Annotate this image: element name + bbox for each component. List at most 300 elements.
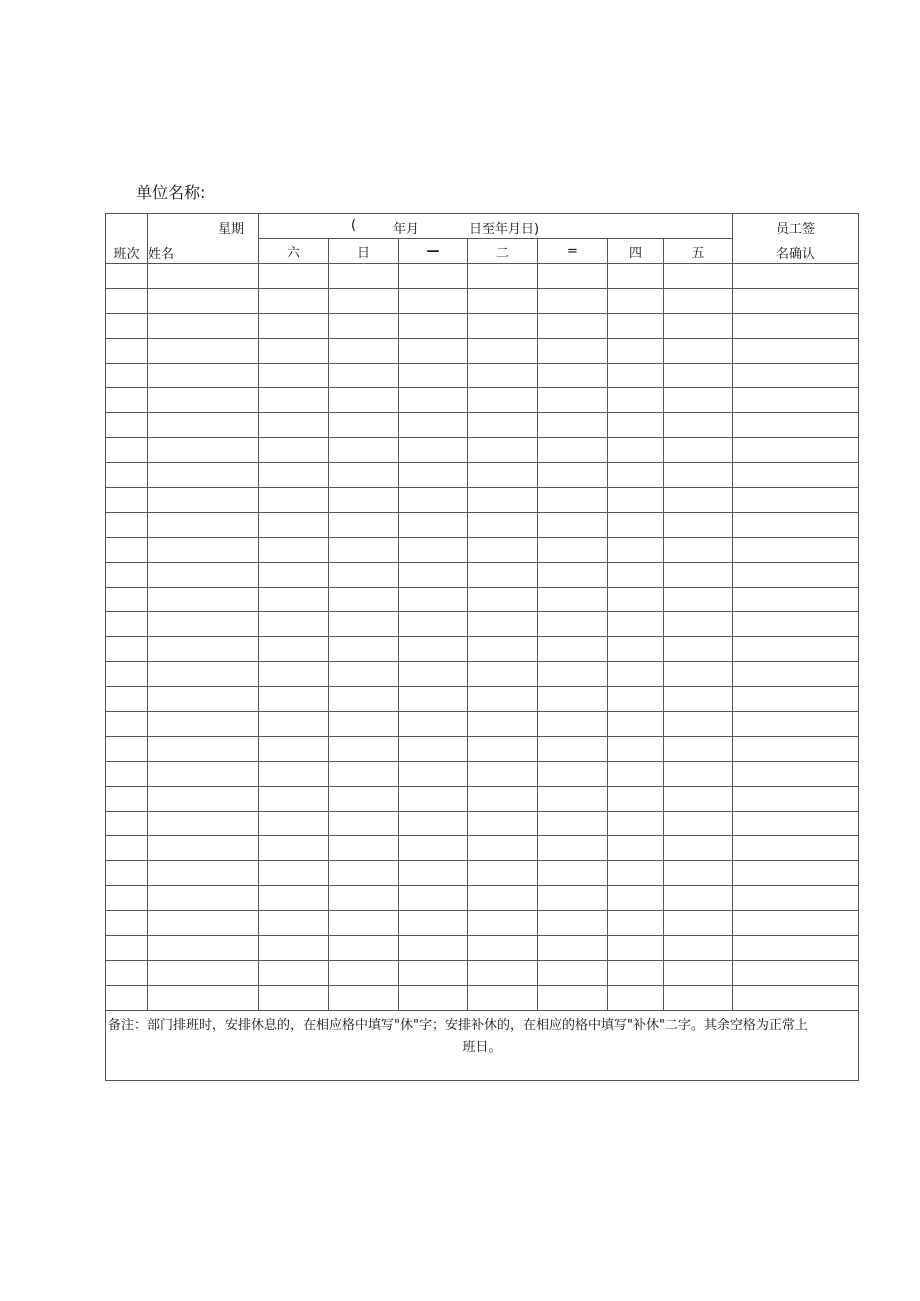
shift-cell[interactable] — [106, 388, 148, 413]
sat-cell[interactable] — [259, 936, 329, 961]
wed-cell[interactable] — [538, 886, 608, 911]
shift-cell[interactable] — [106, 786, 148, 811]
wed-cell[interactable] — [538, 488, 608, 513]
shift-cell[interactable] — [106, 936, 148, 961]
tue-cell[interactable] — [468, 811, 538, 836]
wed-cell[interactable] — [538, 911, 608, 936]
thu-cell[interactable] — [608, 985, 664, 1010]
sat-cell[interactable] — [259, 587, 329, 612]
tue-cell[interactable] — [468, 786, 538, 811]
mon-cell[interactable] — [399, 886, 468, 911]
wed-cell[interactable] — [538, 836, 608, 861]
sat-cell[interactable] — [259, 836, 329, 861]
thu-cell[interactable] — [608, 413, 664, 438]
fri-cell[interactable] — [664, 786, 733, 811]
name-cell[interactable] — [148, 537, 259, 562]
name-cell[interactable] — [148, 288, 259, 313]
tue-cell[interactable] — [468, 936, 538, 961]
fri-cell[interactable] — [664, 562, 733, 587]
tue-cell[interactable] — [468, 264, 538, 289]
sun-cell[interactable] — [329, 761, 399, 786]
thu-cell[interactable] — [608, 662, 664, 687]
sun-cell[interactable] — [329, 438, 399, 463]
shift-cell[interactable] — [106, 736, 148, 761]
signature-cell[interactable] — [733, 363, 859, 388]
sun-cell[interactable] — [329, 911, 399, 936]
thu-cell[interactable] — [608, 512, 664, 537]
sat-cell[interactable] — [259, 288, 329, 313]
thu-cell[interactable] — [608, 811, 664, 836]
fri-cell[interactable] — [664, 886, 733, 911]
mon-cell[interactable] — [399, 911, 468, 936]
tue-cell[interactable] — [468, 761, 538, 786]
mon-cell[interactable] — [399, 463, 468, 488]
sun-cell[interactable] — [329, 861, 399, 886]
sun-cell[interactable] — [329, 811, 399, 836]
mon-cell[interactable] — [399, 836, 468, 861]
signature-cell[interactable] — [733, 911, 859, 936]
name-cell[interactable] — [148, 836, 259, 861]
wed-cell[interactable] — [538, 687, 608, 712]
sat-cell[interactable] — [259, 911, 329, 936]
tue-cell[interactable] — [468, 388, 538, 413]
name-cell[interactable] — [148, 413, 259, 438]
wed-cell[interactable] — [538, 861, 608, 886]
mon-cell[interactable] — [399, 562, 468, 587]
fri-cell[interactable] — [664, 811, 733, 836]
shift-cell[interactable] — [106, 612, 148, 637]
thu-cell[interactable] — [608, 264, 664, 289]
shift-cell[interactable] — [106, 288, 148, 313]
shift-cell[interactable] — [106, 886, 148, 911]
name-cell[interactable] — [148, 587, 259, 612]
wed-cell[interactable] — [538, 936, 608, 961]
signature-cell[interactable] — [733, 836, 859, 861]
wed-cell[interactable] — [538, 264, 608, 289]
sun-cell[interactable] — [329, 786, 399, 811]
fri-cell[interactable] — [664, 637, 733, 662]
fri-cell[interactable] — [664, 313, 733, 338]
shift-cell[interactable] — [106, 985, 148, 1010]
signature-cell[interactable] — [733, 338, 859, 363]
fri-cell[interactable] — [664, 687, 733, 712]
mon-cell[interactable] — [399, 985, 468, 1010]
shift-cell[interactable] — [106, 861, 148, 886]
wed-cell[interactable] — [538, 960, 608, 985]
shift-cell[interactable] — [106, 712, 148, 737]
fri-cell[interactable] — [664, 413, 733, 438]
sat-cell[interactable] — [259, 562, 329, 587]
sat-cell[interactable] — [259, 363, 329, 388]
tue-cell[interactable] — [468, 562, 538, 587]
fri-cell[interactable] — [664, 512, 733, 537]
sat-cell[interactable] — [259, 960, 329, 985]
sun-cell[interactable] — [329, 288, 399, 313]
signature-cell[interactable] — [733, 761, 859, 786]
name-cell[interactable] — [148, 687, 259, 712]
mon-cell[interactable] — [399, 488, 468, 513]
thu-cell[interactable] — [608, 861, 664, 886]
tue-cell[interactable] — [468, 687, 538, 712]
sun-cell[interactable] — [329, 612, 399, 637]
wed-cell[interactable] — [538, 985, 608, 1010]
signature-cell[interactable] — [733, 936, 859, 961]
signature-cell[interactable] — [733, 388, 859, 413]
mon-cell[interactable] — [399, 288, 468, 313]
fri-cell[interactable] — [664, 363, 733, 388]
sat-cell[interactable] — [259, 712, 329, 737]
mon-cell[interactable] — [399, 736, 468, 761]
sun-cell[interactable] — [329, 637, 399, 662]
tue-cell[interactable] — [468, 612, 538, 637]
thu-cell[interactable] — [608, 736, 664, 761]
wed-cell[interactable] — [538, 313, 608, 338]
name-cell[interactable] — [148, 712, 259, 737]
tue-cell[interactable] — [468, 438, 538, 463]
name-cell[interactable] — [148, 786, 259, 811]
shift-cell[interactable] — [106, 911, 148, 936]
mon-cell[interactable] — [399, 413, 468, 438]
wed-cell[interactable] — [538, 338, 608, 363]
fri-cell[interactable] — [664, 388, 733, 413]
tue-cell[interactable] — [468, 712, 538, 737]
signature-cell[interactable] — [733, 960, 859, 985]
wed-cell[interactable] — [538, 811, 608, 836]
name-cell[interactable] — [148, 338, 259, 363]
name-cell[interactable] — [148, 811, 259, 836]
shift-cell[interactable] — [106, 687, 148, 712]
signature-cell[interactable] — [733, 811, 859, 836]
shift-cell[interactable] — [106, 637, 148, 662]
sun-cell[interactable] — [329, 886, 399, 911]
signature-cell[interactable] — [733, 886, 859, 911]
sun-cell[interactable] — [329, 936, 399, 961]
wed-cell[interactable] — [538, 537, 608, 562]
signature-cell[interactable] — [733, 786, 859, 811]
thu-cell[interactable] — [608, 836, 664, 861]
thu-cell[interactable] — [608, 388, 664, 413]
signature-cell[interactable] — [733, 264, 859, 289]
sat-cell[interactable] — [259, 537, 329, 562]
mon-cell[interactable] — [399, 438, 468, 463]
fri-cell[interactable] — [664, 712, 733, 737]
shift-cell[interactable] — [106, 811, 148, 836]
tue-cell[interactable] — [468, 836, 538, 861]
signature-cell[interactable] — [733, 687, 859, 712]
shift-cell[interactable] — [106, 761, 148, 786]
name-cell[interactable] — [148, 438, 259, 463]
fri-cell[interactable] — [664, 438, 733, 463]
wed-cell[interactable] — [538, 388, 608, 413]
wed-cell[interactable] — [538, 438, 608, 463]
tue-cell[interactable] — [468, 363, 538, 388]
name-cell[interactable] — [148, 388, 259, 413]
mon-cell[interactable] — [399, 537, 468, 562]
tue-cell[interactable] — [468, 413, 538, 438]
fri-cell[interactable] — [664, 861, 733, 886]
sun-cell[interactable] — [329, 537, 399, 562]
sun-cell[interactable] — [329, 662, 399, 687]
name-cell[interactable] — [148, 562, 259, 587]
thu-cell[interactable] — [608, 911, 664, 936]
signature-cell[interactable] — [733, 438, 859, 463]
signature-cell[interactable] — [733, 488, 859, 513]
wed-cell[interactable] — [538, 637, 608, 662]
shift-cell[interactable] — [106, 587, 148, 612]
fri-cell[interactable] — [664, 911, 733, 936]
name-cell[interactable] — [148, 960, 259, 985]
sun-cell[interactable] — [329, 687, 399, 712]
thu-cell[interactable] — [608, 712, 664, 737]
shift-cell[interactable] — [106, 562, 148, 587]
thu-cell[interactable] — [608, 886, 664, 911]
shift-cell[interactable] — [106, 488, 148, 513]
signature-cell[interactable] — [733, 512, 859, 537]
sat-cell[interactable] — [259, 488, 329, 513]
fri-cell[interactable] — [664, 264, 733, 289]
tue-cell[interactable] — [468, 736, 538, 761]
tue-cell[interactable] — [468, 587, 538, 612]
sat-cell[interactable] — [259, 861, 329, 886]
sun-cell[interactable] — [329, 736, 399, 761]
wed-cell[interactable] — [538, 662, 608, 687]
name-cell[interactable] — [148, 363, 259, 388]
sun-cell[interactable] — [329, 388, 399, 413]
sun-cell[interactable] — [329, 985, 399, 1010]
sat-cell[interactable] — [259, 463, 329, 488]
fri-cell[interactable] — [664, 537, 733, 562]
mon-cell[interactable] — [399, 662, 468, 687]
thu-cell[interactable] — [608, 761, 664, 786]
name-cell[interactable] — [148, 911, 259, 936]
signature-cell[interactable] — [733, 612, 859, 637]
wed-cell[interactable] — [538, 512, 608, 537]
sat-cell[interactable] — [259, 761, 329, 786]
name-cell[interactable] — [148, 637, 259, 662]
thu-cell[interactable] — [608, 338, 664, 363]
thu-cell[interactable] — [608, 438, 664, 463]
sat-cell[interactable] — [259, 687, 329, 712]
mon-cell[interactable] — [399, 712, 468, 737]
wed-cell[interactable] — [538, 612, 608, 637]
name-cell[interactable] — [148, 512, 259, 537]
thu-cell[interactable] — [608, 488, 664, 513]
fri-cell[interactable] — [664, 662, 733, 687]
mon-cell[interactable] — [399, 612, 468, 637]
tue-cell[interactable] — [468, 338, 538, 363]
fri-cell[interactable] — [664, 960, 733, 985]
fri-cell[interactable] — [664, 338, 733, 363]
name-cell[interactable] — [148, 936, 259, 961]
name-cell[interactable] — [148, 264, 259, 289]
mon-cell[interactable] — [399, 587, 468, 612]
sun-cell[interactable] — [329, 512, 399, 537]
sun-cell[interactable] — [329, 488, 399, 513]
sun-cell[interactable] — [329, 836, 399, 861]
thu-cell[interactable] — [608, 687, 664, 712]
wed-cell[interactable] — [538, 363, 608, 388]
sat-cell[interactable] — [259, 786, 329, 811]
signature-cell[interactable] — [733, 662, 859, 687]
fri-cell[interactable] — [664, 736, 733, 761]
mon-cell[interactable] — [399, 388, 468, 413]
sat-cell[interactable] — [259, 612, 329, 637]
sun-cell[interactable] — [329, 313, 399, 338]
fri-cell[interactable] — [664, 288, 733, 313]
sat-cell[interactable] — [259, 264, 329, 289]
name-cell[interactable] — [148, 313, 259, 338]
fri-cell[interactable] — [664, 587, 733, 612]
tue-cell[interactable] — [468, 985, 538, 1010]
tue-cell[interactable] — [468, 911, 538, 936]
mon-cell[interactable] — [399, 861, 468, 886]
mon-cell[interactable] — [399, 811, 468, 836]
mon-cell[interactable] — [399, 936, 468, 961]
sat-cell[interactable] — [259, 985, 329, 1010]
tue-cell[interactable] — [468, 662, 538, 687]
mon-cell[interactable] — [399, 960, 468, 985]
shift-cell[interactable] — [106, 413, 148, 438]
thu-cell[interactable] — [608, 537, 664, 562]
signature-cell[interactable] — [733, 587, 859, 612]
shift-cell[interactable] — [106, 960, 148, 985]
fri-cell[interactable] — [664, 463, 733, 488]
sun-cell[interactable] — [329, 264, 399, 289]
sat-cell[interactable] — [259, 811, 329, 836]
name-cell[interactable] — [148, 612, 259, 637]
sun-cell[interactable] — [329, 413, 399, 438]
name-cell[interactable] — [148, 861, 259, 886]
wed-cell[interactable] — [538, 463, 608, 488]
thu-cell[interactable] — [608, 960, 664, 985]
sun-cell[interactable] — [329, 463, 399, 488]
mon-cell[interactable] — [399, 786, 468, 811]
sat-cell[interactable] — [259, 736, 329, 761]
sun-cell[interactable] — [329, 363, 399, 388]
shift-cell[interactable] — [106, 537, 148, 562]
thu-cell[interactable] — [608, 936, 664, 961]
signature-cell[interactable] — [733, 288, 859, 313]
sat-cell[interactable] — [259, 512, 329, 537]
sat-cell[interactable] — [259, 313, 329, 338]
fri-cell[interactable] — [664, 936, 733, 961]
thu-cell[interactable] — [608, 288, 664, 313]
thu-cell[interactable] — [608, 587, 664, 612]
thu-cell[interactable] — [608, 612, 664, 637]
thu-cell[interactable] — [608, 463, 664, 488]
shift-cell[interactable] — [106, 836, 148, 861]
tue-cell[interactable] — [468, 861, 538, 886]
tue-cell[interactable] — [468, 886, 538, 911]
sat-cell[interactable] — [259, 886, 329, 911]
sun-cell[interactable] — [329, 587, 399, 612]
shift-cell[interactable] — [106, 512, 148, 537]
shift-cell[interactable] — [106, 463, 148, 488]
signature-cell[interactable] — [733, 537, 859, 562]
shift-cell[interactable] — [106, 438, 148, 463]
thu-cell[interactable] — [608, 562, 664, 587]
signature-cell[interactable] — [733, 985, 859, 1010]
wed-cell[interactable] — [538, 413, 608, 438]
mon-cell[interactable] — [399, 363, 468, 388]
shift-cell[interactable] — [106, 662, 148, 687]
name-cell[interactable] — [148, 985, 259, 1010]
wed-cell[interactable] — [538, 288, 608, 313]
sat-cell[interactable] — [259, 637, 329, 662]
shift-cell[interactable] — [106, 363, 148, 388]
wed-cell[interactable] — [538, 786, 608, 811]
mon-cell[interactable] — [399, 761, 468, 786]
name-cell[interactable] — [148, 662, 259, 687]
name-cell[interactable] — [148, 761, 259, 786]
sat-cell[interactable] — [259, 438, 329, 463]
shift-cell[interactable] — [106, 338, 148, 363]
wed-cell[interactable] — [538, 736, 608, 761]
mon-cell[interactable] — [399, 264, 468, 289]
signature-cell[interactable] — [733, 463, 859, 488]
shift-cell[interactable] — [106, 313, 148, 338]
name-cell[interactable] — [148, 736, 259, 761]
sun-cell[interactable] — [329, 960, 399, 985]
sat-cell[interactable] — [259, 338, 329, 363]
sat-cell[interactable] — [259, 662, 329, 687]
tue-cell[interactable] — [468, 463, 538, 488]
tue-cell[interactable] — [468, 637, 538, 662]
fri-cell[interactable] — [664, 836, 733, 861]
signature-cell[interactable] — [733, 562, 859, 587]
tue-cell[interactable] — [468, 512, 538, 537]
thu-cell[interactable] — [608, 363, 664, 388]
name-cell[interactable] — [148, 463, 259, 488]
mon-cell[interactable] — [399, 512, 468, 537]
sun-cell[interactable] — [329, 562, 399, 587]
name-cell[interactable] — [148, 886, 259, 911]
thu-cell[interactable] — [608, 637, 664, 662]
signature-cell[interactable] — [733, 637, 859, 662]
sat-cell[interactable] — [259, 413, 329, 438]
sat-cell[interactable] — [259, 388, 329, 413]
tue-cell[interactable] — [468, 288, 538, 313]
sun-cell[interactable] — [329, 338, 399, 363]
sun-cell[interactable] — [329, 712, 399, 737]
wed-cell[interactable] — [538, 587, 608, 612]
fri-cell[interactable] — [664, 488, 733, 513]
tue-cell[interactable] — [468, 488, 538, 513]
mon-cell[interactable] — [399, 687, 468, 712]
signature-cell[interactable] — [733, 413, 859, 438]
fri-cell[interactable] — [664, 612, 733, 637]
wed-cell[interactable] — [538, 562, 608, 587]
name-cell[interactable] — [148, 488, 259, 513]
shift-cell[interactable] — [106, 264, 148, 289]
tue-cell[interactable] — [468, 537, 538, 562]
signature-cell[interactable] — [733, 313, 859, 338]
fri-cell[interactable] — [664, 985, 733, 1010]
thu-cell[interactable] — [608, 313, 664, 338]
signature-cell[interactable] — [733, 861, 859, 886]
mon-cell[interactable] — [399, 313, 468, 338]
tue-cell[interactable] — [468, 960, 538, 985]
wed-cell[interactable] — [538, 761, 608, 786]
tue-cell[interactable] — [468, 313, 538, 338]
signature-cell[interactable] — [733, 712, 859, 737]
wed-cell[interactable] — [538, 712, 608, 737]
mon-cell[interactable] — [399, 338, 468, 363]
mon-cell[interactable] — [399, 637, 468, 662]
fri-cell[interactable] — [664, 761, 733, 786]
signature-cell[interactable] — [733, 736, 859, 761]
thu-cell[interactable] — [608, 786, 664, 811]
